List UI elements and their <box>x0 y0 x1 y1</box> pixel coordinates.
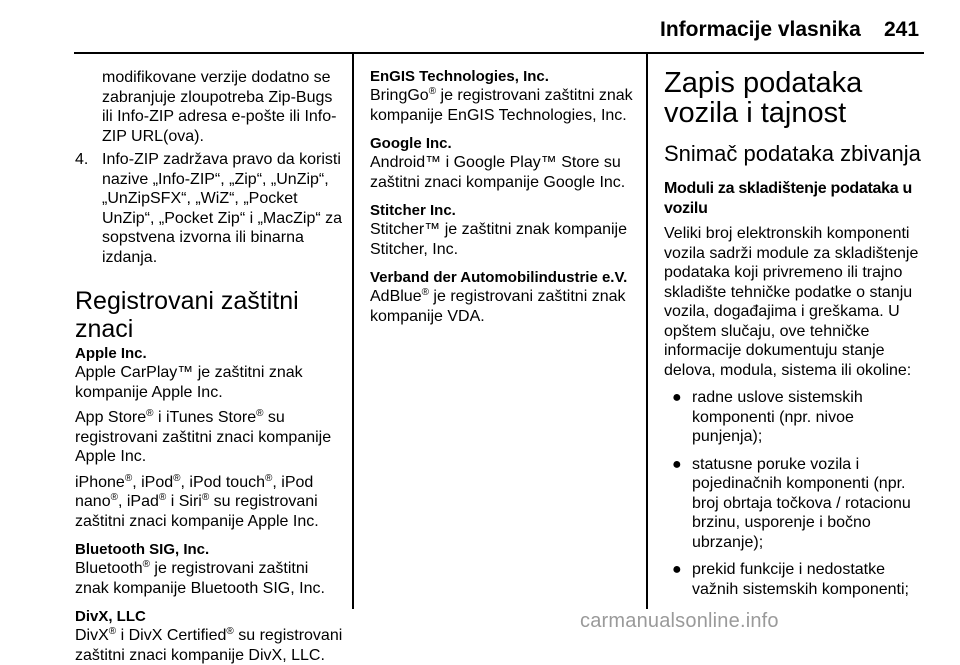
bullet-item <box>664 560 928 599</box>
bullet-icon: ● <box>672 455 682 473</box>
list-number: 4. <box>75 151 89 168</box>
heading-google: Google Inc. <box>370 135 452 152</box>
paragraph-app-store: App Store® i iTunes Store® su registrovani zaštitni znaci kompanije Apple Inc. <box>75 408 332 465</box>
heading-stitcher: Stitcher Inc. <box>370 202 456 219</box>
bullet-text: statusne poruke vozila i pojedinačnih komponenti (npr. broj obrtaja točkova / rotacionu brzinu, usporenje i bočno ubrzanje); <box>692 455 911 551</box>
header-rule <box>74 52 924 54</box>
paragraph-google: Android™ i Google Play™ Store su zaštitni znaci kompanije Google Inc. <box>370 154 626 191</box>
heading-divx: DivX, LLC <box>75 608 146 625</box>
paragraph-bluetooth: Bluetooth® je registrovani zaštitni znak kompanije Bluetooth SIG, Inc. <box>75 559 325 597</box>
list-item-text: Info-ZIP zadržava pravo da koristi nazive „Info-ZIP“, „Zip“, „UnZip“, „UnZipSFX“, „WiZ“, „Pocket UnZip“, „Pocket Zip“ i „MacZip“ za sopstvena izvorna ili binarna izdanja. <box>102 151 343 266</box>
heading-vda: Verband der Automobilindustrie e.V. <box>370 269 628 286</box>
paragraph-stitcher: Stitcher™ je zaštitni znak kompanije Stitcher, Inc. <box>370 221 627 258</box>
header-title: Informacije vlasnika <box>660 18 861 41</box>
paragraph-engis: BringGo® je registrovani zaštitni znak kompanije EnGIS Technologies, Inc. <box>370 86 633 124</box>
paragraph-vda: AdBlue® je registrovani zaštitni znak kompanije VDA. <box>370 287 626 325</box>
list-item-4 <box>75 150 345 267</box>
bullet-item <box>664 455 928 553</box>
heading-bluetooth: Bluetooth SIG, Inc. <box>75 541 210 558</box>
column-2 <box>370 68 640 326</box>
section-title-event-recorder: Snimač podataka zbivanja <box>664 141 921 166</box>
bullet-item <box>664 388 928 447</box>
chapter-title: Zapis podataka vozila i tajnost <box>664 67 863 129</box>
paragraph-divx: DivX® i DivX Certified® su registrovani zaštitni znaci kompanije DivX, LLC. <box>75 626 343 664</box>
heading-apple: Apple Inc. <box>75 345 147 362</box>
column-divider-2 <box>646 54 648 609</box>
page-number: 241 <box>884 18 920 41</box>
watermark: carmanualsonline.info <box>580 610 779 632</box>
bullet-icon: ● <box>672 389 682 406</box>
paragraph-apple-carplay: Apple CarPlay™ je zaštitni znak kompanije Apple Inc. <box>75 364 303 401</box>
heading-engis: EnGIS Technologies, Inc. <box>370 68 549 85</box>
subsection-title-modules: Moduli za skladištenje podataka u vozilu <box>664 180 912 217</box>
bullet-icon: ● <box>672 561 682 578</box>
paragraph-intro: Veliki broj elektronskih komponenti vozila sadrži module za skladištenje podataka koji privremeno ili trajno skladište tehničke podatke o stanju vozila, događajima i greškama. U opštem slučaju, ove tehničke informacije dokumentuju stanje delova, modula, sistema ili okoline: <box>664 225 919 379</box>
section-title-trademarks: Registrovani zaštitni znaci <box>75 287 299 343</box>
paragraph-iphone: iPhone®, iPod®, iPod touch®, iPod nano®, iPad® i Siri® su registrovani zaštitni znaci kompanije Apple Inc. <box>75 472 319 530</box>
bullet-text: prekid funkcije i nedostatke važnih sistemskih komponenti; <box>692 561 909 598</box>
column-3 <box>664 68 928 599</box>
list-continuation: modifikovane verzije dodatno se zabranjuje zloupotreba Zip-Bugs ili Info-ZIP adresa e-pošte ili Info-ZIP URL(ova). <box>102 69 337 145</box>
column-divider-1 <box>352 54 354 609</box>
bullet-text: radne uslove sistemskih komponenti (npr. nivoe punjenja); <box>692 389 863 445</box>
column-1 <box>75 68 345 665</box>
